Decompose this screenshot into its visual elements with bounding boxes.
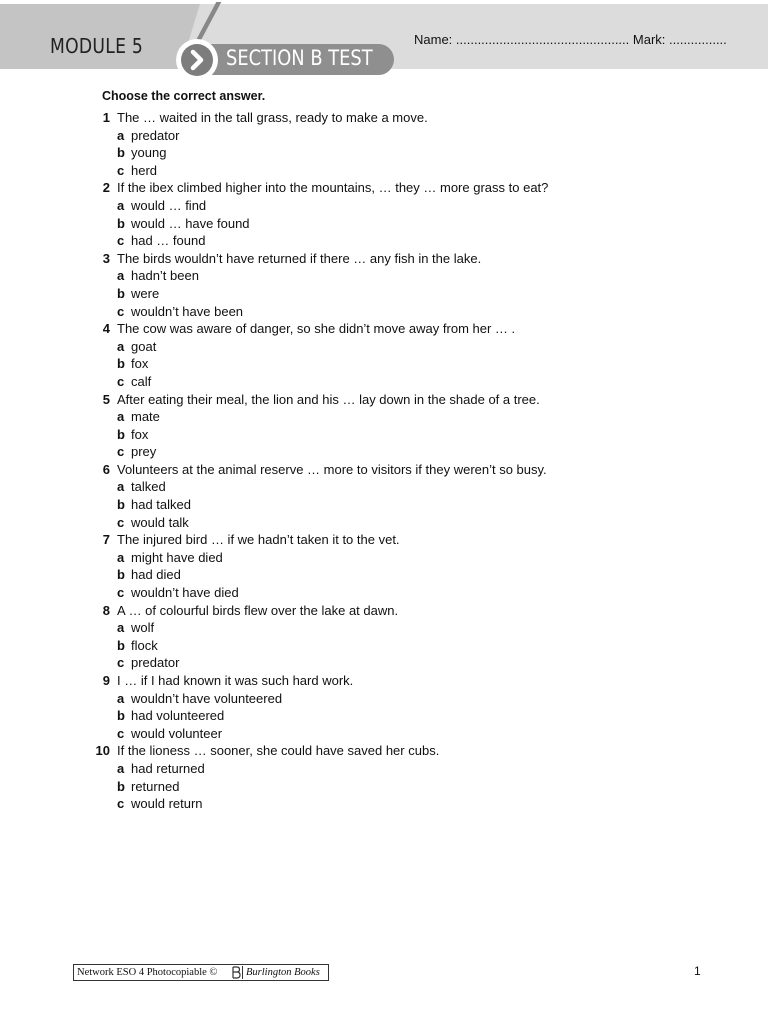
answer-option[interactable]	[90, 795, 690, 813]
option-letter: a	[117, 268, 125, 284]
option-letter: c	[117, 162, 125, 178]
option-letter: c	[117, 585, 125, 601]
answer-option[interactable]	[90, 162, 690, 180]
option-text: fox	[131, 356, 149, 372]
option-text: flock	[131, 637, 158, 653]
answer-option[interactable]	[90, 303, 690, 321]
option-letter: a	[117, 549, 125, 565]
question-text: The injured bird … if we hadn’t taken it to the vet.	[117, 532, 400, 548]
question-text: The birds wouldn’t have returned if there … any fish in the lake.	[117, 250, 482, 266]
option-letter: b	[117, 426, 125, 442]
answer-option[interactable]	[90, 144, 690, 162]
option-text: would … find	[131, 197, 207, 213]
option-text: goat	[131, 338, 157, 354]
option-letter: a	[117, 690, 125, 706]
option-letter: a	[117, 127, 125, 143]
question-item	[90, 461, 690, 531]
question-number: 9	[102, 673, 110, 688]
option-text: had returned	[131, 760, 205, 776]
question-number: 3	[102, 250, 110, 266]
option-text: wouldn’t have volunteered	[131, 690, 283, 706]
option-text: were	[131, 285, 160, 301]
option-text: talked	[131, 479, 166, 495]
option-letter: c	[117, 514, 125, 530]
answer-option[interactable]	[90, 725, 690, 743]
question-line	[90, 179, 690, 197]
question-list	[90, 109, 690, 813]
answer-option[interactable]	[90, 127, 690, 145]
option-letter: b	[117, 215, 125, 231]
option-letter: c	[117, 655, 125, 671]
question-item	[90, 672, 690, 742]
option-letter: c	[117, 444, 125, 460]
question-item	[90, 531, 690, 601]
question-number: 1	[102, 110, 110, 125]
question-number: 10	[95, 743, 110, 759]
option-letter: b	[117, 356, 125, 372]
chevron-right-icon	[181, 44, 213, 76]
footer-divider	[242, 966, 243, 979]
question-item	[90, 391, 690, 461]
option-letter: a	[117, 197, 125, 213]
question-number: 2	[102, 180, 110, 196]
burlington-logo-icon	[231, 966, 241, 979]
question-text: The … waited in the tall grass, ready to make a move.	[117, 110, 428, 125]
question-item	[90, 250, 690, 320]
question-number: 4	[102, 321, 110, 337]
option-letter: a	[117, 409, 125, 425]
question-text: If the lioness … sooner, she could have saved her cubs.	[117, 743, 440, 759]
question-line	[90, 672, 690, 690]
option-letter: b	[117, 637, 125, 653]
option-letter: a	[117, 760, 125, 776]
option-letter: c	[117, 303, 125, 319]
answer-option[interactable]	[90, 514, 690, 532]
question-number: 7	[102, 532, 110, 548]
option-letter: a	[117, 338, 125, 354]
question-line	[90, 461, 690, 479]
answer-option[interactable]	[90, 443, 690, 461]
question-item	[90, 742, 690, 812]
option-letter: a	[117, 620, 125, 636]
option-text: had volunteered	[131, 708, 225, 724]
question-text: If the ibex climbed higher into the mountains, … they … more grass to eat?	[117, 180, 549, 196]
answer-option[interactable]	[90, 760, 690, 778]
answer-option[interactable]	[90, 338, 690, 356]
option-text: predator	[131, 655, 180, 671]
answer-option[interactable]	[90, 496, 690, 514]
option-text: fox	[131, 426, 149, 442]
option-letter: b	[117, 567, 125, 583]
option-text: would volunteer	[131, 725, 223, 741]
question-text: After eating their meal, the lion and his … lay down in the shade of a tree.	[117, 391, 540, 407]
answer-option[interactable]	[90, 215, 690, 233]
question-number: 5	[102, 391, 110, 407]
question-item	[90, 179, 690, 249]
footer-copyright-box	[73, 964, 329, 981]
answer-option[interactable]	[90, 285, 690, 303]
option-text: hadn’t been	[131, 268, 199, 284]
option-letter: a	[117, 479, 125, 495]
answer-option[interactable]	[90, 566, 690, 584]
option-text: had talked	[131, 497, 191, 513]
option-text: prey	[131, 444, 157, 460]
answer-option[interactable]	[90, 654, 690, 672]
option-text: wolf	[131, 620, 155, 636]
instructions: Choose the correct answer.	[102, 89, 266, 103]
option-text: would … have found	[131, 215, 250, 231]
question-number: 6	[102, 461, 110, 477]
option-text: wouldn’t have died	[131, 585, 239, 601]
question-line	[90, 391, 690, 409]
option-text: herd	[131, 162, 158, 178]
option-text: wouldn’t have been	[131, 303, 244, 319]
question-text: I … if I had known it was such hard work.	[117, 673, 354, 688]
option-letter: b	[117, 778, 125, 794]
option-text: would return	[131, 796, 203, 812]
answer-option[interactable]	[90, 778, 690, 796]
option-letter: c	[117, 233, 125, 249]
answer-option[interactable]	[90, 408, 690, 426]
question-line	[90, 531, 690, 549]
option-letter: b	[117, 708, 125, 724]
option-text: had … found	[131, 233, 206, 249]
answer-option[interactable]	[90, 707, 690, 725]
answer-option[interactable]	[90, 373, 690, 391]
module-title: MODULE 5	[50, 34, 144, 58]
name-mark-fields: Name: ................................................ Mark: ................	[414, 32, 727, 47]
question-line	[90, 320, 690, 338]
question-number: 8	[102, 602, 110, 618]
answer-option[interactable]	[90, 619, 690, 637]
question-item	[90, 109, 690, 179]
option-text: had died	[131, 567, 181, 583]
answer-option[interactable]	[90, 584, 690, 602]
answer-option[interactable]	[90, 232, 690, 250]
option-letter: b	[117, 497, 125, 513]
footer-publisher: Burlington Books	[246, 967, 320, 978]
question-text: Volunteers at the animal reserve … more to visitors if they weren’t so busy.	[117, 461, 547, 477]
option-text: mate	[131, 409, 160, 425]
answer-option[interactable]	[90, 637, 690, 655]
question-line	[90, 602, 690, 620]
question-text: The cow was aware of danger, so she didn’t move away from her … .	[117, 321, 516, 337]
question-text: A … of colourful birds flew over the lake at dawn.	[117, 602, 399, 618]
option-text: calf	[131, 373, 152, 389]
section-title: SECTION B TEST	[226, 46, 373, 70]
option-text: young	[131, 145, 167, 161]
option-letter: b	[117, 145, 125, 161]
option-letter: b	[117, 285, 125, 301]
option-letter: c	[117, 725, 125, 741]
question-line	[90, 109, 690, 127]
option-text: might have died	[131, 549, 223, 565]
answer-option[interactable]	[90, 690, 690, 708]
option-text: would talk	[131, 514, 189, 530]
option-letter: c	[117, 796, 125, 812]
question-item	[90, 320, 690, 390]
page-number: 1	[694, 964, 701, 978]
question-line	[90, 742, 690, 760]
option-text: predator	[131, 127, 180, 143]
answer-option[interactable]	[90, 549, 690, 567]
option-letter: c	[117, 373, 125, 389]
answer-option[interactable]	[90, 267, 690, 285]
answer-option[interactable]	[90, 426, 690, 444]
footer-copyright: Network ESO 4 Photocopiable ©	[77, 967, 218, 978]
answer-option[interactable]	[90, 355, 690, 373]
answer-option[interactable]	[90, 478, 690, 496]
question-line	[90, 250, 690, 268]
option-text: returned	[131, 778, 180, 794]
answer-option[interactable]	[90, 197, 690, 215]
question-item	[90, 602, 690, 672]
